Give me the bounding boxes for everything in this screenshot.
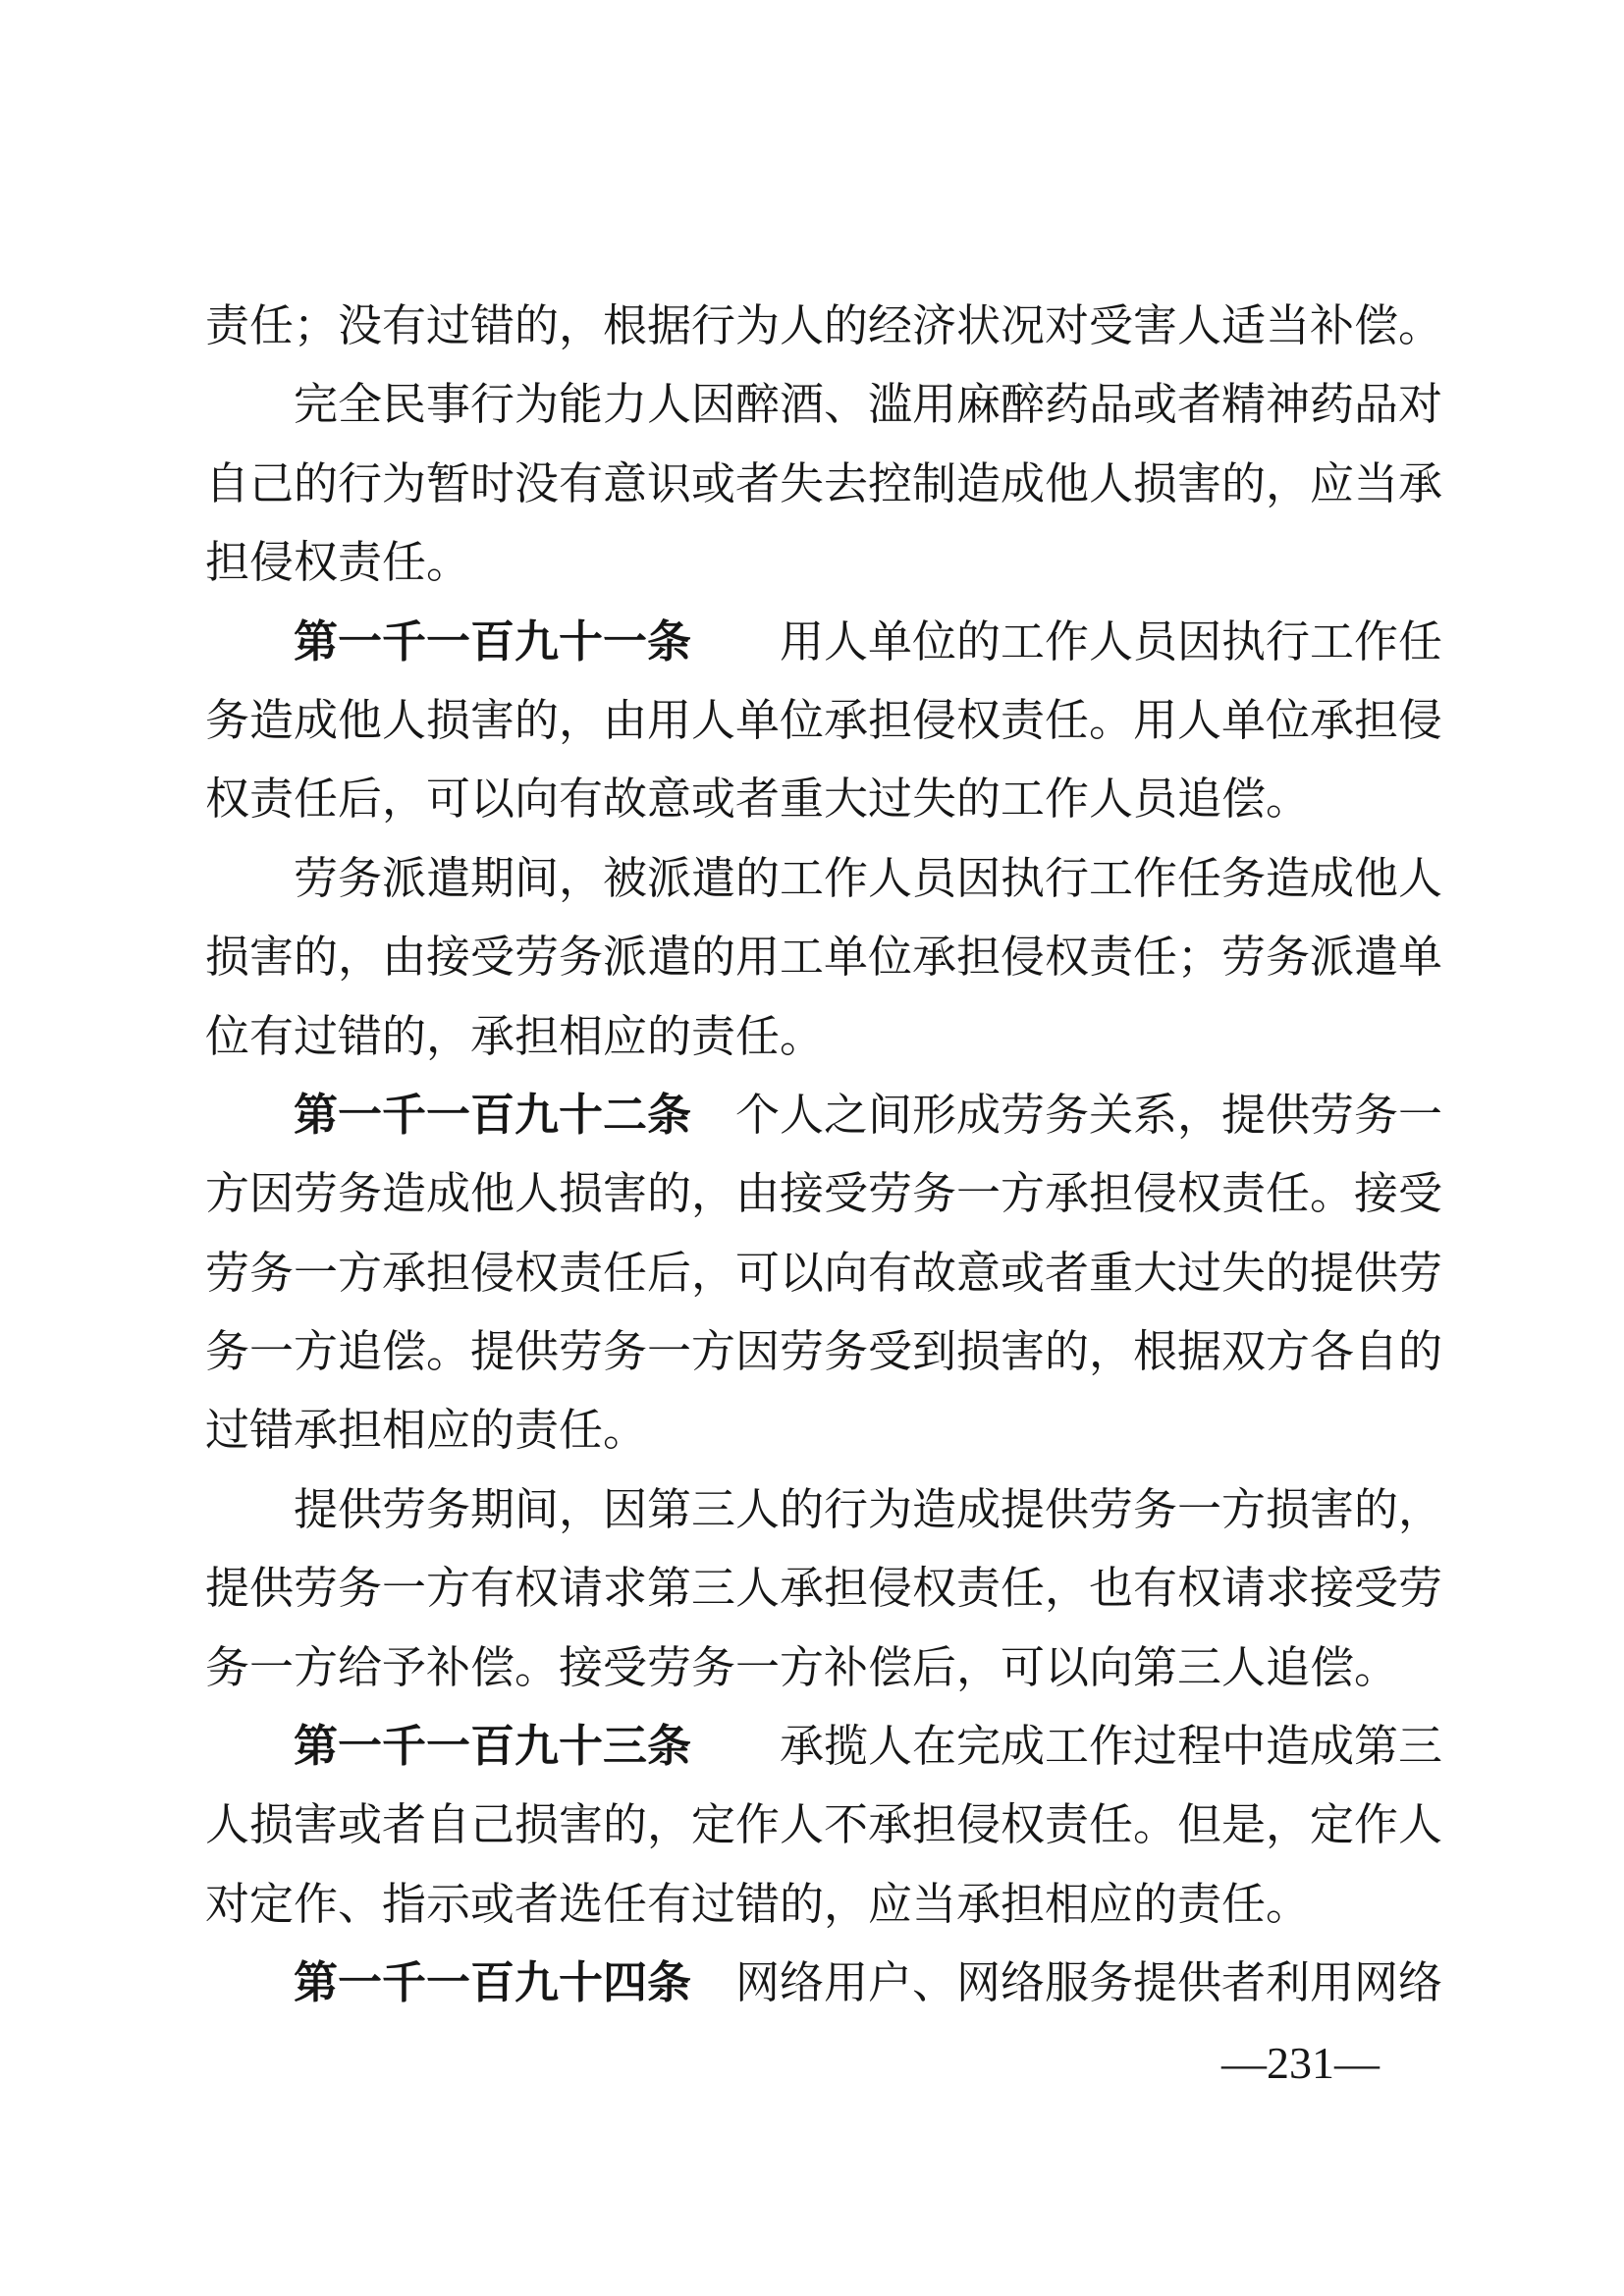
line-text: 完全民事行为能力人因醉酒、滥用麻醉药品或者精神药品对 <box>294 378 1443 431</box>
line-text: 对定作、指示或者选任有过错的，应当承担相应的责任。 <box>205 1877 1311 1930</box>
article-number: 第一千一百九十一条 <box>294 614 692 667</box>
article-number: 第一千一百九十四条 <box>294 1956 692 2009</box>
text-line <box>205 760 1442 838</box>
line-text: 劳务一方承担侵权责任后，可以向有故意或者重大过失的提供劳 <box>205 1246 1443 1299</box>
text-line <box>205 1076 1442 1154</box>
text-line <box>205 1234 1442 1312</box>
text-line <box>205 1707 1442 1786</box>
text-line <box>205 1944 1442 2022</box>
line-text: 权责任后，可以向有故意或者重大过失的工作人员追偿。 <box>205 773 1311 826</box>
line-text: 务造成他人损害的，由用人单位承担侵权责任。用人单位承担侵 <box>205 693 1443 746</box>
page-number: —231— <box>1221 2038 1380 2088</box>
body-text <box>205 287 1442 2023</box>
text-line <box>205 603 1442 681</box>
text-line <box>205 365 1442 444</box>
text-line <box>205 1312 1442 1391</box>
line-text: 自己的行为暂时没有意识或者失去控制造成他人损害的，应当承 <box>205 456 1443 509</box>
article-number: 第一千一百九十三条 <box>294 1720 692 1773</box>
line-text: 担侵权责任。 <box>205 536 471 589</box>
line-text: 劳务派遣期间，被派遣的工作人员因执行工作任务造成他人 <box>294 851 1443 904</box>
text-line <box>205 681 1442 760</box>
line-text: 责任；没有过错的，根据行为人的经济状况对受害人适当补偿。 <box>205 299 1443 351</box>
line-text: 位有过错的，承担相应的责任。 <box>205 1009 825 1062</box>
text-line <box>205 839 1442 918</box>
line-text: 损害的，由接受劳务派遣的用工单位承担侵权责任；劳务派遣单 <box>205 931 1443 984</box>
text-line <box>205 997 1442 1076</box>
text-line <box>205 287 1442 365</box>
text-line <box>205 1865 1442 1944</box>
line-text: 人损害或者自己损害的，定作人不承担侵权责任。但是，定作人 <box>205 1798 1443 1851</box>
line-text: 过错承担相应的责任。 <box>205 1404 648 1457</box>
line-text: 提供劳务期间，因第三人的行为造成提供劳务一方损害的， <box>294 1482 1443 1535</box>
text-line <box>205 1470 1442 1549</box>
line-text: 务一方追偿。提供劳务一方因劳务受到损害的，根据双方各自的 <box>205 1325 1443 1378</box>
line-text: 务一方给予补偿。接受劳务一方补偿后，可以向第三人追偿。 <box>205 1640 1399 1693</box>
text-line <box>205 1786 1442 1864</box>
text-line <box>205 1391 1442 1469</box>
line-text: 用人单位的工作人员因执行工作任 <box>780 614 1443 667</box>
text-line <box>205 1629 1442 1707</box>
text-line <box>205 1549 1442 1628</box>
text-line <box>205 445 1442 523</box>
text-line <box>205 918 1442 996</box>
text-line <box>205 523 1442 602</box>
line-text: 提供劳务一方有权请求第三人承担侵权责任，也有权请求接受劳 <box>205 1562 1443 1615</box>
line-text: 网络用户、网络服务提供者利用网络 <box>735 1956 1443 2009</box>
line-text: 个人之间形成劳务关系，提供劳务一 <box>735 1088 1443 1141</box>
line-text: 承揽人在完成工作过程中造成第三 <box>780 1720 1443 1773</box>
text-line <box>205 1154 1442 1233</box>
article-number: 第一千一百九十二条 <box>294 1088 692 1141</box>
line-text: 方因劳务造成他人损害的，由接受劳务一方承担侵权责任。接受 <box>205 1167 1443 1220</box>
